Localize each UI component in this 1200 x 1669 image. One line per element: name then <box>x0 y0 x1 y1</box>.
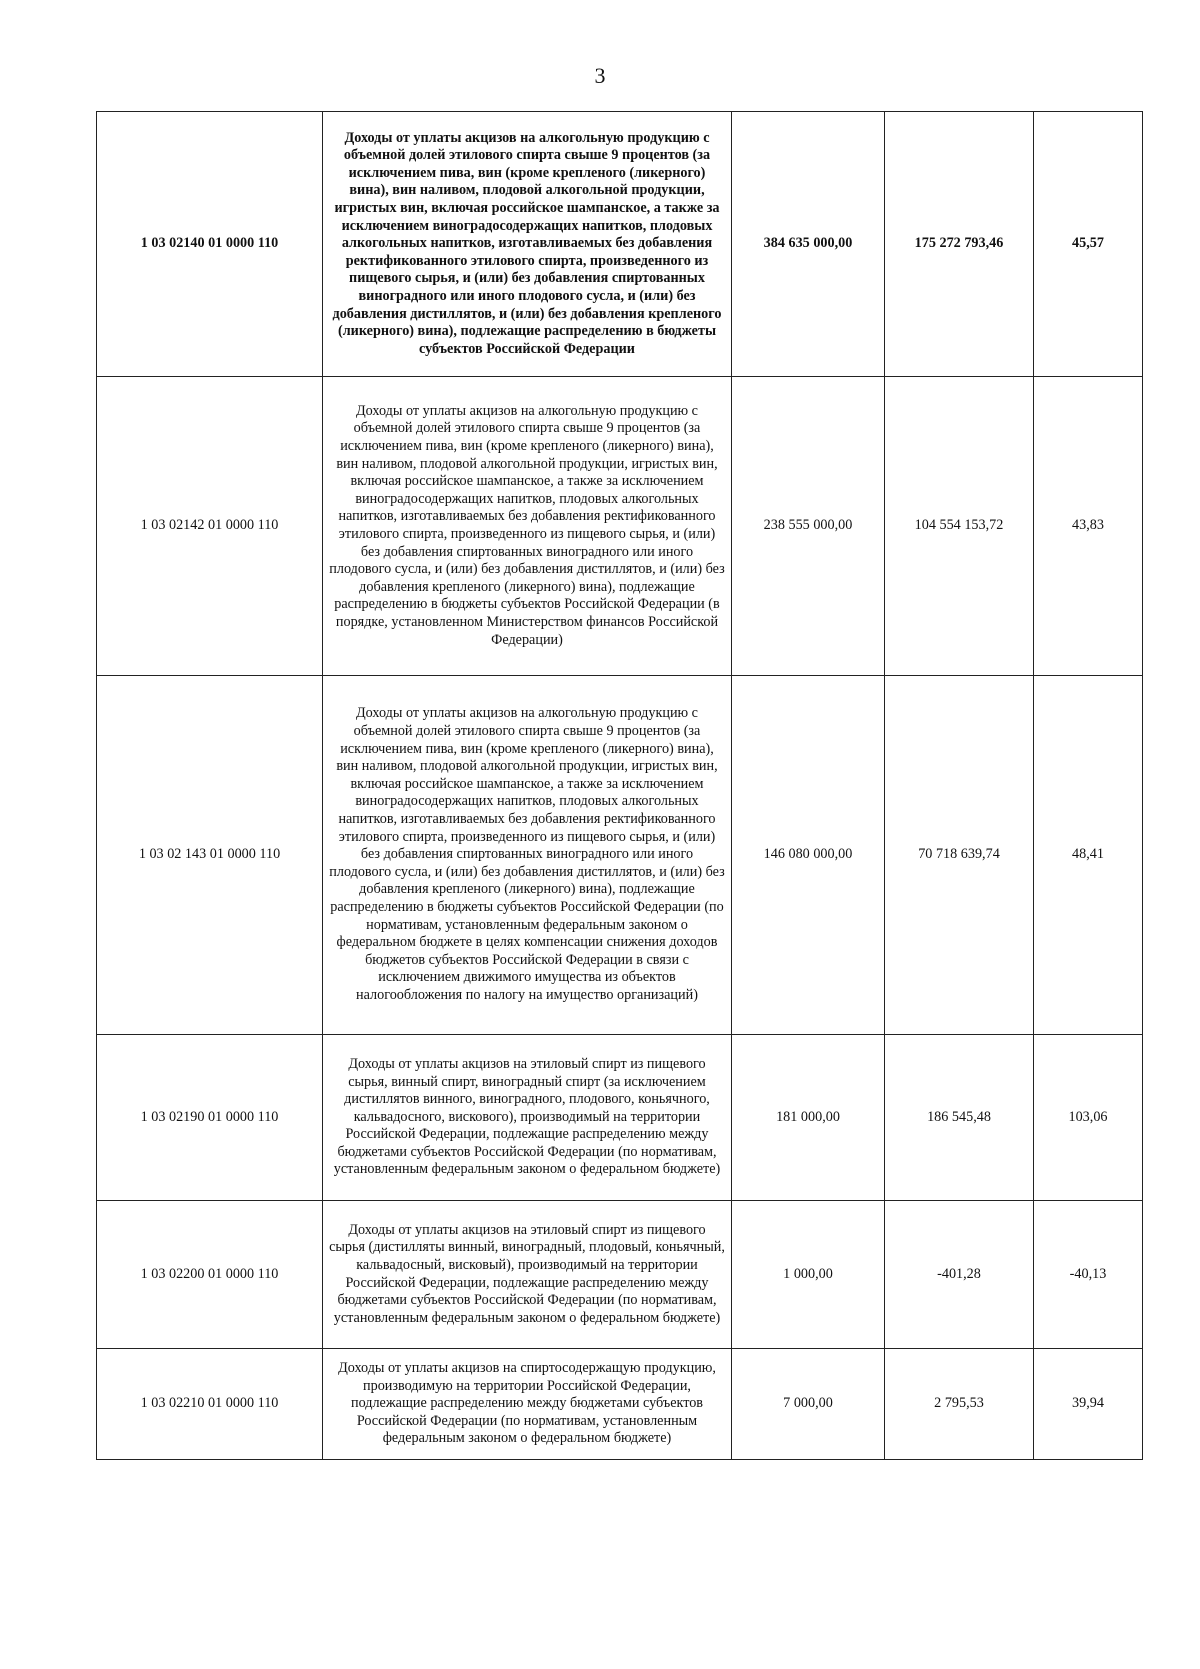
table-row <box>97 112 1143 377</box>
fact-amount-cell: -401,28 <box>885 1201 1034 1349</box>
percent-cell: 45,57 <box>1034 112 1143 377</box>
budget-code-cell: 1 03 02140 01 0000 110 <box>97 112 323 377</box>
percent-cell: -40,13 <box>1034 1201 1143 1349</box>
budget-code-cell: 1 03 02142 01 0000 110 <box>97 377 323 676</box>
plan-amount-cell: 238 555 000,00 <box>732 377 885 676</box>
table-row <box>97 1201 1143 1349</box>
fact-amount-cell: 175 272 793,46 <box>885 112 1034 377</box>
percent-cell: 48,41 <box>1034 676 1143 1035</box>
table-row <box>97 1349 1143 1460</box>
budget-code-cell: 1 03 02200 01 0000 110 <box>97 1201 323 1349</box>
table-row <box>97 676 1143 1035</box>
plan-amount-cell: 7 000,00 <box>732 1349 885 1460</box>
plan-amount-cell: 1 000,00 <box>732 1201 885 1349</box>
fact-amount-cell: 70 718 639,74 <box>885 676 1034 1035</box>
percent-cell: 43,83 <box>1034 377 1143 676</box>
description-cell: Доходы от уплаты акцизов на спиртосодержащую продукцию, производимую на территории Российской Федерации, подлежащие распределению между бюджетами субъектов Российской Федерации (по нормативам, установленным федеральным законом о федеральном бюджете) <box>323 1349 732 1460</box>
table-row <box>97 1035 1143 1201</box>
description-cell: Доходы от уплаты акцизов на этиловый спирт из пищевого сырья (дистилляты винный, виноградный, плодовый, коньячный, кальвадосный, висковый), производимый на территории Российской Федерации, подлежащие распределению между бюджетами субъектов Российской Федерации (по нормативам, установленным федеральным законом о федеральном бюджете) <box>323 1201 732 1349</box>
plan-amount-cell: 181 000,00 <box>732 1035 885 1201</box>
budget-code-cell: 1 03 02 143 01 0000 110 <box>97 676 323 1035</box>
percent-cell: 103,06 <box>1034 1035 1143 1201</box>
fact-amount-cell: 2 795,53 <box>885 1349 1034 1460</box>
fact-amount-cell: 104 554 153,72 <box>885 377 1034 676</box>
revenue-table <box>96 111 1143 1460</box>
description-cell: Доходы от уплаты акцизов на алкогольную продукцию с объемной долей этилового спирта свыше 9 процентов (за исключением пива, вин (кроме крепленого (ликерного) вина), вин наливом, плодовой алкогольной продукции, игристых вин, включая российское шампанское, а также за исключением виноградосодержащих напитков, плодовых алкогольных напитков, изготавливаемых без добавления ректификованного этилового спирта, произведенного из пищевого сырья, и (или) без добавления спиртованных виноградного или иного плодового сусла, и (или) без добавления дистиллятов, и (или) без добавления крепленого (ликерного) вина), подлежащие распределению в бюджеты субъектов Российской Федерации <box>323 112 732 377</box>
plan-amount-cell: 146 080 000,00 <box>732 676 885 1035</box>
description-cell: Доходы от уплаты акцизов на алкогольную продукцию с объемной долей этилового спирта свыше 9 процентов (за исключением пива, вин (кроме крепленого (ликерного) вина), вин наливом, плодовой алкогольной продукции, игристых вин, включая российское шампанское, а также за исключением виноградосодержащих напитков, плодовых алкогольных напитков, изготавливаемых без добавления ректификованного этилового спирта, произведенного из пищевого сырья, и (или) без добавления спиртованных виноградного или иного плодового сусла, и (или) без добавления дистиллятов, и (или) без добавления крепленого (ликерного) вина), подлежащие распределению в бюджеты субъектов Российской Федерации (в порядке, установленном Министерством финансов Российской Федерации) <box>323 377 732 676</box>
page-number: 3 <box>594 63 606 88</box>
budget-code-cell: 1 03 02210 01 0000 110 <box>97 1349 323 1460</box>
table-row <box>97 377 1143 676</box>
percent-cell: 39,94 <box>1034 1349 1143 1460</box>
budget-code-cell: 1 03 02190 01 0000 110 <box>97 1035 323 1201</box>
description-cell: Доходы от уплаты акцизов на этиловый спирт из пищевого сырья, винный спирт, виноградный спирт (за исключением дистиллятов винного, виноградного, плодового, коньячного, кальвадосного, вискового), производимый на территории Российской Федерации, подлежащие распределению между бюджетами субъектов Российской Федерации (по нормативам, установленным федеральным законом о федеральном бюджете) <box>323 1035 732 1201</box>
description-cell: Доходы от уплаты акцизов на алкогольную продукцию с объемной долей этилового спирта свыше 9 процентов (за исключением пива, вин (кроме крепленого (ликерного) вина), вин наливом, плодовой алкогольной продукции, игристых вин, включая российское шампанское, а также за исключением виноградосодержащих напитков, плодовых алкогольных напитков, изготавливаемых без добавления ректификованного этилового спирта, произведенного из пищевого сырья, и (или) без добавления спиртованных виноградного или иного плодового сусла, и (или) без добавления дистиллятов, и (или) без добавления крепленого (ликерного) вина), подлежащие распределению в бюджеты субъектов Российской Федерации (по нормативам, установленным федеральным законом о федеральном бюджете в целях компенсации снижения доходов бюджетов субъектов Российской Федерации в связи с исключением движимого имущества из объектов налогообложения по налогу на имущество организаций) <box>323 676 732 1035</box>
fact-amount-cell: 186 545,48 <box>885 1035 1034 1201</box>
plan-amount-cell: 384 635 000,00 <box>732 112 885 377</box>
